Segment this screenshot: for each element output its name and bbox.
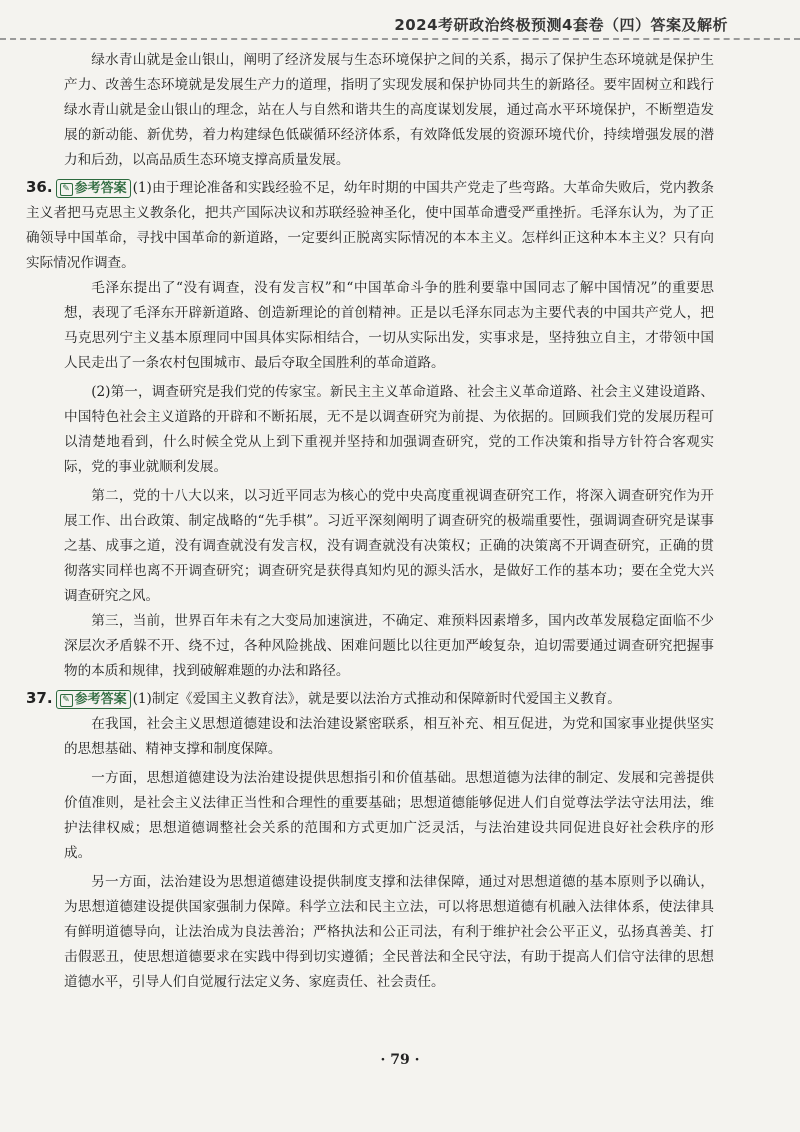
pencil-icon: ✎ (60, 183, 73, 196)
paragraph: 第三，当前，世界百年未有之大变局加速演进，不确定、难预料因素增多，国内改革发展稳定面临不少深层次矛盾躲不开、绕不过，各种风险挑战、困难问题比以往更加严峻复杂，迫切需要通过调查研究把握事物的本质和规律，找到破解难题的办法和路径。 (64, 613, 714, 679)
page-header (0, 8, 800, 40)
paragraph: 第二，党的十八大以来，以习近平同志为核心的党中央高度重视调查研究工作，将深入调查研究作为开展工作、出台政策、制定战略的“先手棋”。习近平深刻阐明了调查研究的极端重要性，强调调查研究是谋事之基、成事之道，没有调查就没有发言权，没有调查就没有决策权；正确的决策离不开调查研究，正确的贯彻落实同样也离不开调查研究；调查研究是获得真知灼见的源头活水，是做好工作的基本功；要在全党大兴调查研究之风。 (64, 488, 714, 604)
question-36-answer (26, 175, 714, 276)
paragraph-text: (1)制定《爱国主义教育法》，就是要以法治方式推动和保障新时代爱国主义教育。 (132, 691, 621, 707)
paragraph-text: (1)由于理论准备和实践经验不足，幼年时期的中国共产党走了些弯路。大革命失败后，党内教条主义者把马克思主义教条化，把共产国际决议和苏联经验神圣化，使中国革命遭受严重挫折。毛泽东认为，为了正确领导中国革命，寻找中国革命的新道路，一定要纠正脱离实际情况的本本主义。怎样纠正这种本本主义？只有向实际情况作调查。 (26, 180, 714, 271)
question-number: 37. (26, 689, 53, 707)
question-number: 36. (26, 178, 53, 196)
question-37-answer (26, 686, 714, 712)
paragraph: 在我国，社会主义思想道德建设和法治建设紧密联系，相互补充、相互促进，为党和国家事业提供坚实的思想基础、精神支撑和制度保障。 (64, 716, 714, 757)
paragraph: 一方面，思想道德建设为法治建设提供思想指引和价值基础。思想道德为法律的制定、发展和完善提供价值准则，是社会主义法律正当性和合理性的重要基础；思想道德能够促进人们自觉尊法学法守法用法，维护法律权威；思想道德调整社会关系的范围和方式更加广泛灵活，与法治建设共同促进良好社会秩序的形成。 (64, 770, 714, 861)
header-title: 2024考研政治终极预测4套卷（四）答案及解析 (394, 16, 728, 34)
answer-content (26, 48, 714, 995)
badge-label: 参考答案 (74, 692, 127, 707)
badge-label: 参考答案 (74, 181, 127, 196)
answer-badge (56, 690, 131, 709)
answer-badge (56, 179, 131, 198)
paragraph: 绿水青山就是金山银山，阐明了经济发展与生态环境保护之间的关系，揭示了保护生态环境就是保护生产力、改善生态环境就是发展生产力的道理，指明了实现发展和保护协同共生的新路径。要牢固树立和践行绿水青山就是金山银山的理念，站在人与自然和谐共生的高度谋划发展，通过高水平环境保护，不断塑造发展的新动能、新优势，着力构建绿色低碳循环经济体系，有效降低发展的资源环境代价，持续增强发展的潜力和后劲，以高品质生态环境支撑高质量发展。 (64, 52, 714, 168)
page-number: · 79 · (380, 1052, 420, 1068)
paragraph: 另一方面，法治建设为思想道德建设提供制度支撑和法律保障，通过对思想道德的基本原则予以确认，为思想道德建设提供国家强制力保障。科学立法和民主立法，可以将思想道德有机融入法律体系，使法律具有鲜明道德导向，让法治成为良法善治；严格执法和公正司法，有利于维护社会公平正义，弘扬真善美、打击假恶丑，使思想道德要求在实践中得到切实遵循；全民普法和全民守法，有助于提高人们信守法律的思想道德水平，引导人们自觉履行法定义务、家庭责任、社会责任。 (64, 874, 714, 990)
paragraph: 毛泽东提出了“没有调查，没有发言权”和“中国革命斗争的胜利要靠中国同志了解中国情况”的重要思想，表现了毛泽东开辟新道路、创造新理论的首创精神。正是以毛泽东同志为主要代表的中国共产党人，把马克思列宁主义基本原理同中国具体实际相结合，一切从实际出发，实事求是，坚持独立自主，才带领中国人民走出了一条农村包围城市、最后夺取全国胜利的革命道路。 (64, 280, 714, 371)
paragraph: (2)第一，调查研究是我们党的传家宝。新民主主义革命道路、社会主义革命道路、社会主义建设道路、中国特色社会主义道路的开辟和不断拓展，无不是以调查研究为前提、为依据的。回顾我们党的发展历程可以清楚地看到，什么时候全党从上到下重视并坚持和加强调查研究，党的工作决策和指导方针符合客观实际，党的事业就顺利发展。 (64, 384, 714, 475)
pencil-icon: ✎ (60, 694, 73, 707)
